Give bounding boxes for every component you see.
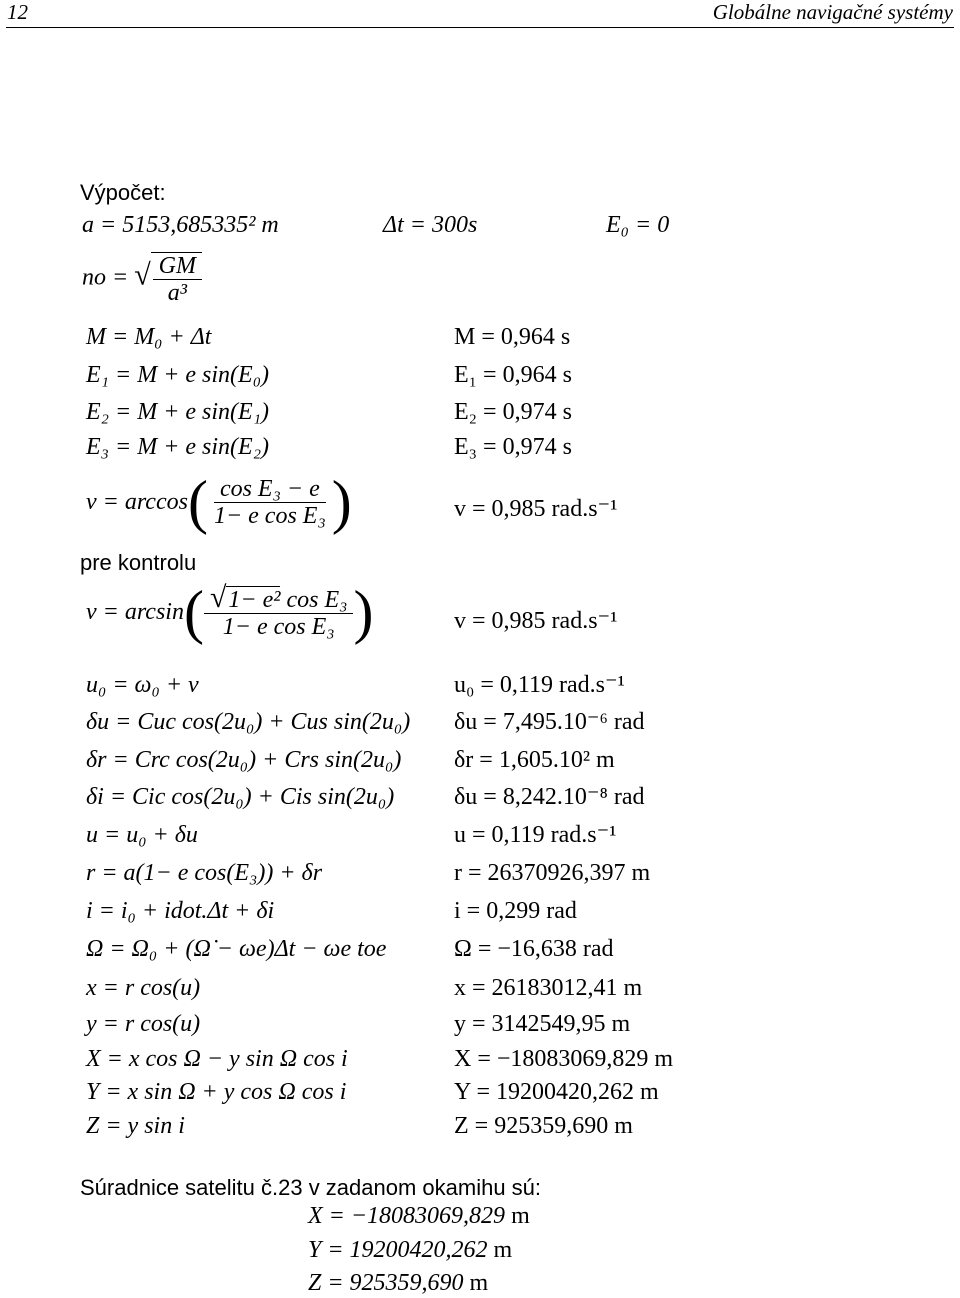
formula-row: δi = Cic cos(2u₀) + Cis sin(2u₀) xyxy=(86,784,395,810)
summary-y xyxy=(308,1235,512,1265)
result-unit: m xyxy=(623,975,643,1001)
no-denominator: a³ xyxy=(167,280,187,306)
sqrt-sign-icon: √ xyxy=(134,258,151,292)
result-row xyxy=(454,1077,659,1107)
summary-unit: m xyxy=(511,1203,530,1229)
arccos-formula xyxy=(86,469,352,535)
formula-row: Y = x sin Ω + y cos Ω cos i xyxy=(86,1079,347,1105)
formula-row: E₁ = M + e sin(E₀) xyxy=(86,362,270,388)
result-unit: s xyxy=(562,362,572,388)
result-row xyxy=(454,745,615,775)
result-value: r = 26370926,397 xyxy=(454,860,626,886)
check-label: pre kontrolu xyxy=(80,550,197,575)
result-unit: m xyxy=(654,1046,674,1072)
result-row xyxy=(454,322,570,352)
arccos-fraction xyxy=(208,476,332,529)
result-value: X = −18083069,829 xyxy=(454,1046,649,1072)
result-row xyxy=(454,360,572,390)
header-rule xyxy=(6,27,954,28)
result-value: i = 0,299 xyxy=(454,898,541,924)
result-row xyxy=(454,858,650,888)
formula-row: Ω = Ω₀ + (Ω̇ − ωe)Δt − ωe toe xyxy=(86,936,387,962)
result-row xyxy=(454,1111,633,1141)
arccos-denominator: 1− e cos E₃ xyxy=(213,502,326,529)
arcsin-cos: cos E₃ xyxy=(286,586,348,613)
result-unit: m xyxy=(614,1113,633,1139)
input-e0: E₀ = 0 xyxy=(606,212,670,238)
formula-row: r = a(1− e cos(E₃)) + δr xyxy=(86,860,323,886)
right-paren-icon: ) xyxy=(331,469,352,535)
summary-unit: m xyxy=(469,1270,489,1296)
input-delta-t: Δt = 300s xyxy=(383,212,478,238)
input-a: a = 5153,685335² m xyxy=(82,212,279,238)
result-unit: s xyxy=(562,434,572,460)
result-value: v = 0,985 xyxy=(454,608,546,634)
summary-value: X = −18083069,829 xyxy=(308,1203,506,1229)
running-title: Globálne navigačné systémy xyxy=(712,0,953,24)
calc-label: Výpočet: xyxy=(80,180,166,205)
formula-row: x = r cos(u) xyxy=(86,975,201,1001)
result-row xyxy=(454,670,625,700)
summary-x xyxy=(308,1201,530,1231)
arcsin-fraction xyxy=(204,580,354,640)
formula-row: E₂ = M + e sin(E₁) xyxy=(86,399,270,425)
page-number: 12 xyxy=(7,0,28,24)
result-unit: rad.s⁻¹ xyxy=(559,672,625,698)
sqrt-sign-icon: √ xyxy=(209,580,227,614)
no-fraction xyxy=(151,252,202,306)
result-row xyxy=(454,1009,630,1039)
arccos-numerator: cos E₃ − e xyxy=(214,476,326,503)
result-unit: m xyxy=(596,747,615,773)
formula-row: δr = Crc cos(2u₀) + Crs sin(2u₀) xyxy=(86,747,402,773)
result-value: E₁ = 0,964 xyxy=(454,362,557,388)
result-value: x = 26183012,41 xyxy=(454,975,618,1001)
result-row xyxy=(454,397,572,427)
arcsin-denominator: 1− e cos E₃ xyxy=(222,613,335,640)
result-value: u₀ = 0,119 xyxy=(454,672,554,698)
result-row xyxy=(454,896,577,926)
result-unit: rad.s⁻¹ xyxy=(550,822,617,848)
formula-row: M = M₀ + Δt xyxy=(86,324,212,350)
result-unit: rad xyxy=(582,936,614,962)
result-row xyxy=(454,782,645,812)
result-unit: rad xyxy=(613,784,645,810)
result-row xyxy=(454,494,617,524)
summary-unit: m xyxy=(493,1237,513,1263)
result-value: δr = 1,605.10² xyxy=(454,747,591,773)
formula-row: Z = y sin i xyxy=(86,1113,185,1139)
result-value: Z = 925359,690 xyxy=(454,1113,609,1139)
arcsin-numerator xyxy=(204,580,354,614)
result-row xyxy=(454,432,572,462)
arccos-lhs: v = arccos xyxy=(86,489,188,515)
result-value: δu = 8,242.10⁻⁸ xyxy=(454,784,608,810)
arcsin-formula xyxy=(86,579,374,645)
result-unit: s xyxy=(562,399,572,425)
result-row xyxy=(454,934,614,964)
result-value: Ω = −16,638 xyxy=(454,936,577,962)
summary-value: Z = 925359,690 xyxy=(308,1270,464,1296)
result-value: E₂ = 0,974 xyxy=(454,399,557,425)
left-paren-icon: ( xyxy=(187,469,208,535)
no-numerator: GM xyxy=(153,253,202,280)
result-row xyxy=(454,973,642,1003)
arcsin-root: 1− e² xyxy=(228,586,281,613)
summary-label: Súradnice satelitu č.23 v zadanom okamihu sú: xyxy=(80,1175,542,1200)
result-row xyxy=(454,707,645,737)
formula-row: y = r cos(u) xyxy=(86,1011,201,1037)
formula-row: u = u₀ + δu xyxy=(86,822,198,848)
result-unit: rad.s⁻¹ xyxy=(551,608,618,634)
result-value: δu = 7,495.10⁻⁶ xyxy=(454,709,608,735)
result-unit: m xyxy=(631,860,651,886)
result-row xyxy=(454,606,617,636)
formula-row: E₃ = M + e sin(E₂) xyxy=(86,434,270,460)
result-value: Y = 19200420,262 xyxy=(454,1079,634,1105)
arcsin-lhs: v = arcsin xyxy=(86,599,184,625)
result-value: v = 0,985 xyxy=(454,496,546,522)
no-formula xyxy=(82,252,202,306)
result-value: u = 0,119 xyxy=(454,822,545,848)
result-value: y = 3142549,95 xyxy=(454,1011,606,1037)
result-unit: s xyxy=(560,324,571,350)
summary-z xyxy=(308,1268,488,1298)
result-value: E₃ = 0,974 xyxy=(454,434,557,460)
formula-row: δu = Cuc cos(2u₀) + Cus sin(2u₀) xyxy=(86,709,411,735)
formula-row: X = x cos Ω − y sin Ω cos i xyxy=(86,1046,348,1072)
formula-row: i = i₀ + idot.Δt + δi xyxy=(86,898,275,924)
summary-value: Y = 19200420,262 xyxy=(308,1237,488,1263)
result-unit: rad xyxy=(613,709,645,735)
formula-row: u₀ = ω₀ + v xyxy=(86,672,199,698)
result-value: M = 0,964 xyxy=(454,324,555,350)
no-lhs: no = xyxy=(82,264,129,291)
left-paren-icon: ( xyxy=(183,579,204,645)
result-row xyxy=(454,820,617,850)
result-unit: rad xyxy=(546,898,577,924)
result-unit: m xyxy=(639,1079,659,1105)
result-unit: rad.s⁻¹ xyxy=(551,496,618,522)
result-unit: m xyxy=(611,1011,631,1037)
result-row xyxy=(454,1044,673,1074)
right-paren-icon: ) xyxy=(353,579,374,645)
